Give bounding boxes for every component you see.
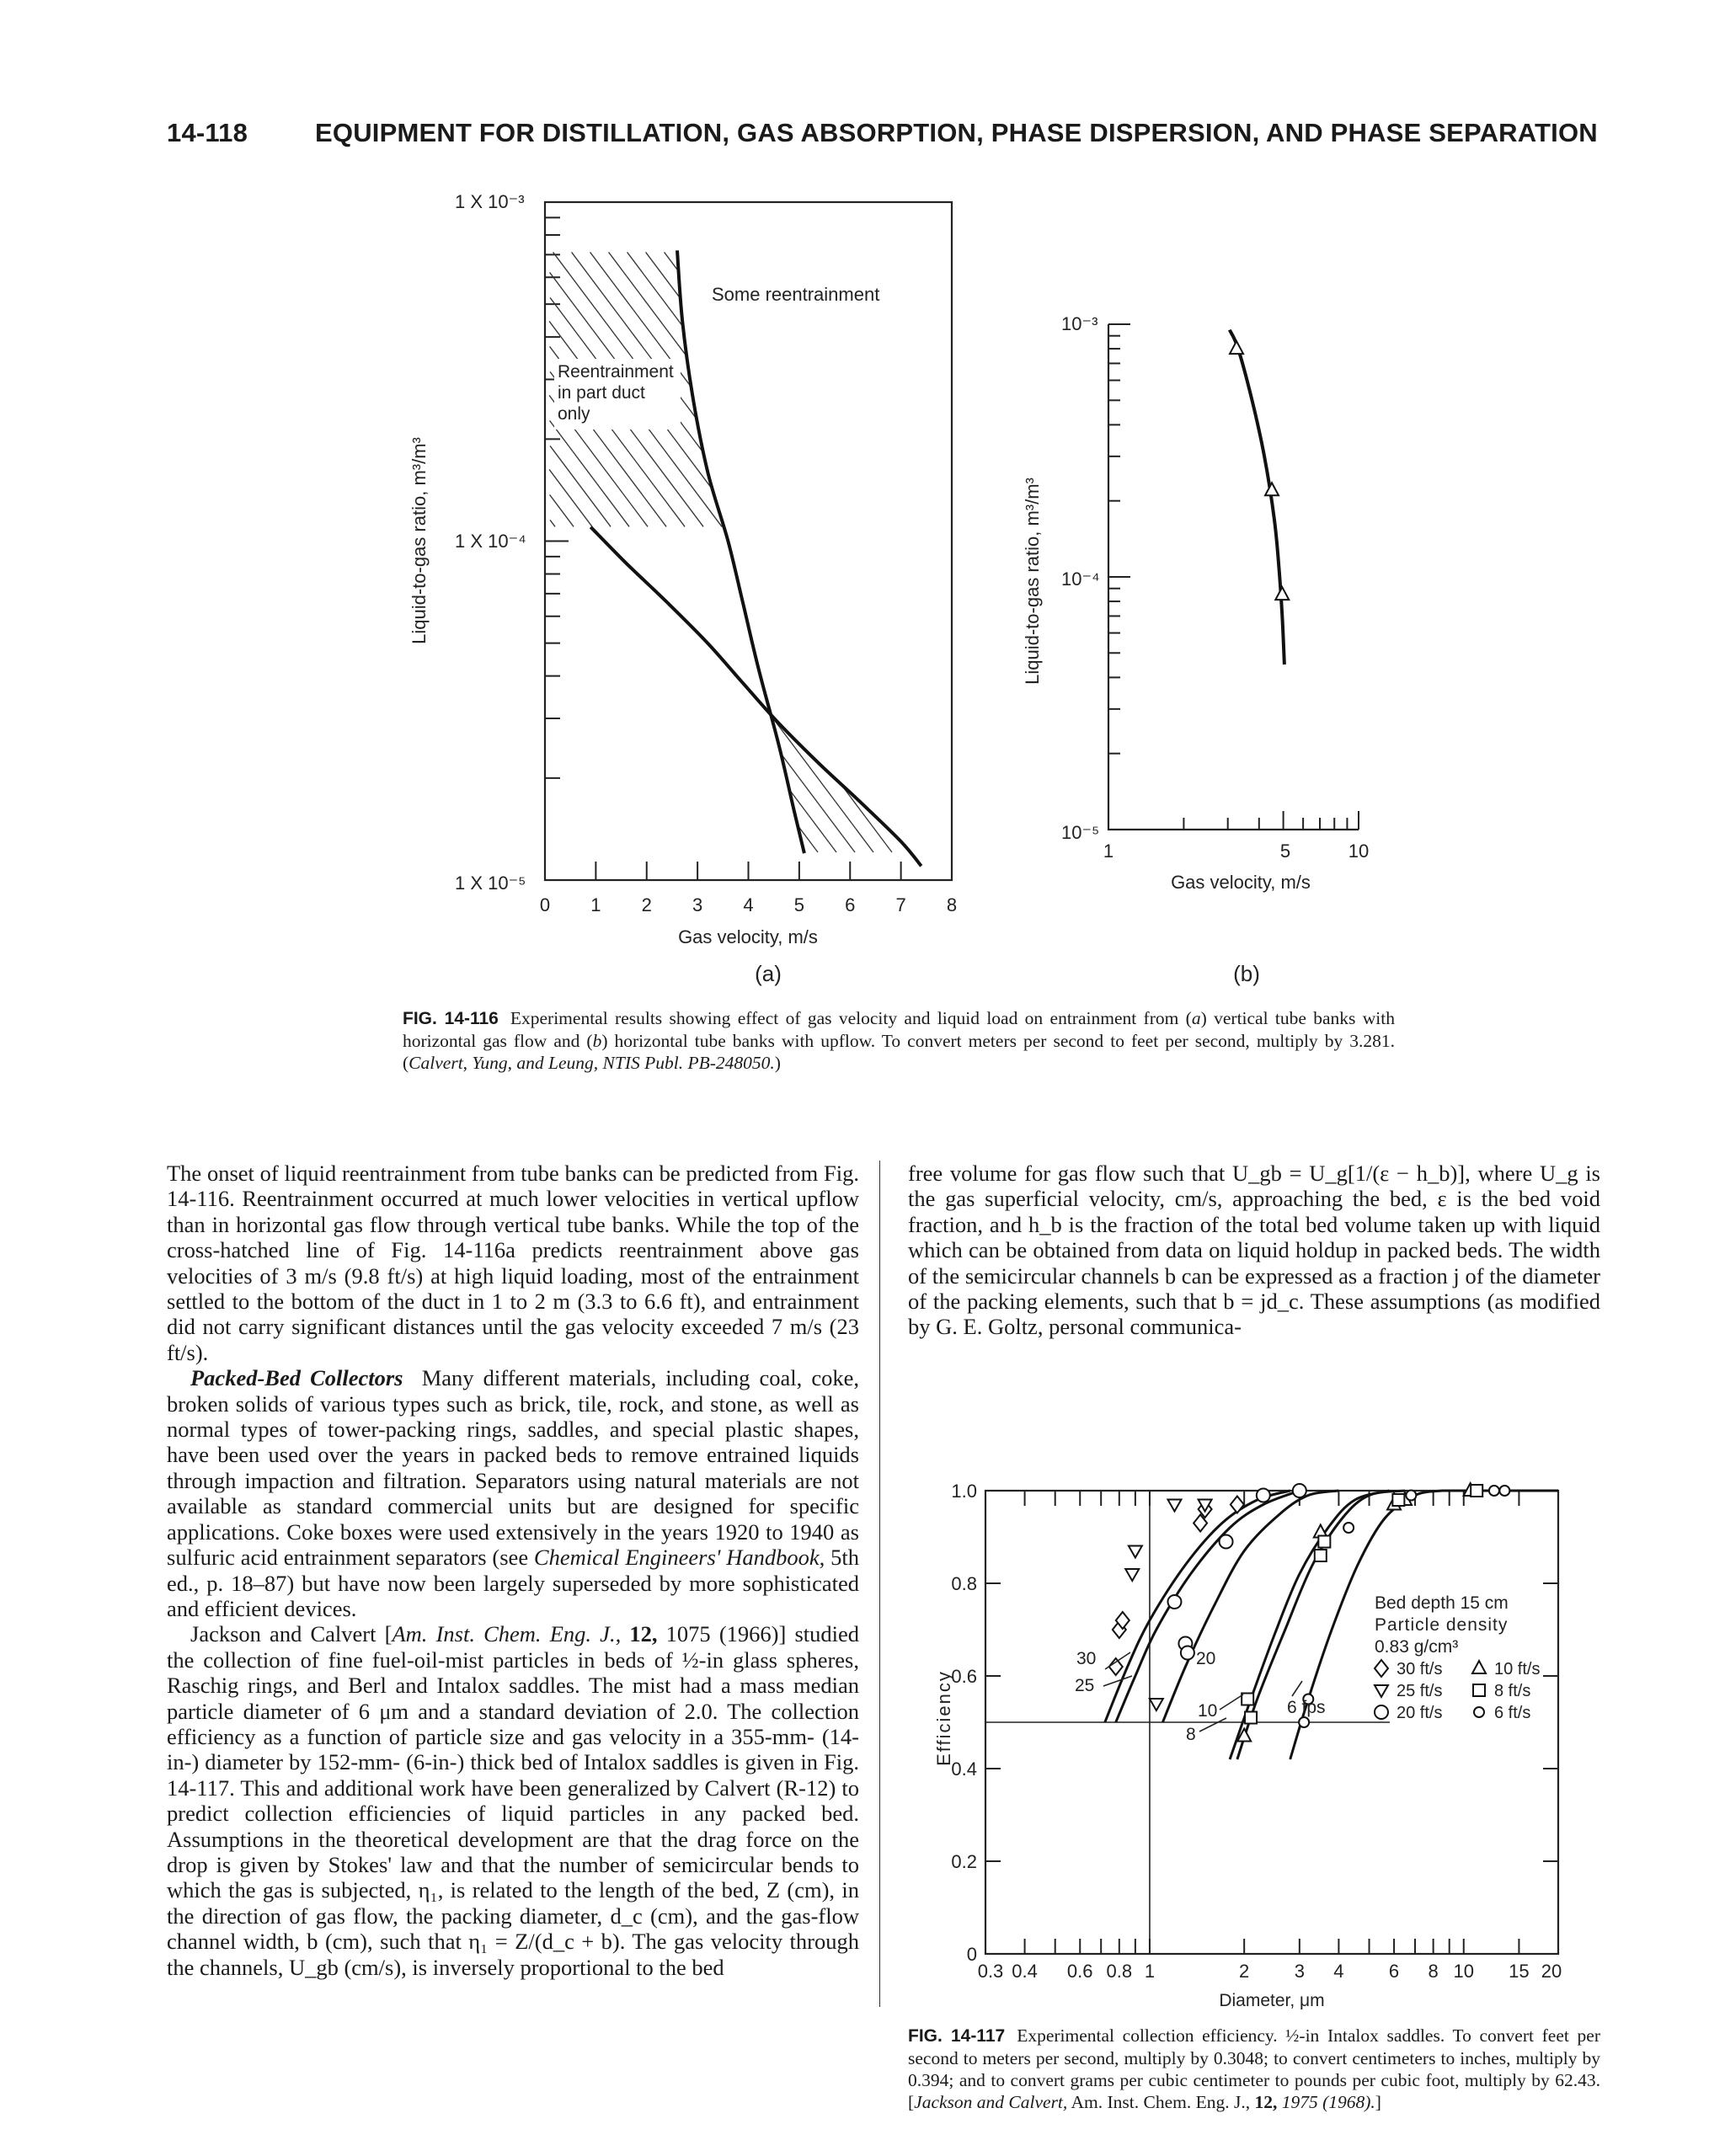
fig-c-point-diamond bbox=[1375, 1660, 1388, 1677]
fig-c-ytick-label: 1.0 bbox=[951, 1481, 977, 1502]
fig-c-xtick-label: 1 bbox=[1144, 1961, 1156, 1982]
fig-a-xtick-labels bbox=[540, 894, 957, 915]
fig-c-xtick-label: 15 bbox=[1509, 1961, 1530, 1982]
caption-bold: 12, bbox=[1254, 2092, 1278, 2112]
fig-14-116-caption bbox=[403, 1007, 1395, 1074]
paragraph-text: 1075 (1966)] studied the collection of fine fuel-oil-mist particles in beds of ½-in glass spheres, Raschig rings, and Berl and Intalox saddles. The mist had a mass median particle diameter of 6 μm and a standard deviation of 2.0. The collection efficiency as a function of particle size and gas velocity in a 355-mm- (14-in-) diameter by 152-mm- (6-in-) thick bed of Intalox saddles is given in Fig. 14-117. This and additional work have been generalized by Calvert (R-12) to predict collection efficiencies of liquid particles in any packed bed. Assumptions in the theoretical development are that the drag force on the drop is given by Stokes' law and that the number of semicircular bends to which the gas is subjected, η₁, is related to the length of the bed, Z (cm), in the direction of gas flow, the packing diameter, d_c (cm), and the gas-flow channel width, b (cm), such that η₁ = Z/(d_c + b). The gas velocity through the channels, U_gb (cm/s), is inversely proportional to the bed bbox=[167, 1621, 859, 1980]
chapter-title: EQUIPMENT FOR DISTILLATION, GAS ABSORPTION, PHASE DISPERSION, AND PHASE SEPARATION bbox=[315, 118, 1598, 147]
fig-c-point-triangle-down bbox=[1129, 1546, 1142, 1558]
fig-c-point-circle bbox=[1181, 1646, 1194, 1660]
fig-c-legend-label: 8 ft/s bbox=[1494, 1682, 1531, 1700]
fig-14-116b bbox=[1022, 313, 1369, 986]
fig-c-ytick-label: 0 bbox=[966, 1944, 977, 1965]
fig-c-point-square bbox=[1315, 1550, 1327, 1561]
fig-c-ytick-label: 0.8 bbox=[951, 1573, 977, 1594]
fig-a-xtick-label: 0 bbox=[539, 894, 551, 915]
column-right bbox=[908, 1161, 1600, 1340]
fig-c-point-square bbox=[1392, 1494, 1404, 1506]
fig-a-hatched-region bbox=[549, 252, 892, 852]
fig-b-marker bbox=[1265, 483, 1279, 495]
fig-c-ytick-labels bbox=[951, 1481, 977, 1965]
caption-italic: b bbox=[592, 1031, 602, 1051]
fig-c-point-triangle-down bbox=[1167, 1500, 1181, 1512]
curve-label-20: 20 bbox=[1196, 1649, 1216, 1668]
fig-b-marker bbox=[1275, 587, 1289, 600]
legend-title-2: Particle density bbox=[1375, 1615, 1509, 1635]
fig-a-ylabel: Liquid-to-gas ratio, m³/m³ bbox=[409, 437, 430, 644]
fig-c-xtick-label: 0.8 bbox=[1106, 1961, 1133, 1982]
fig-a-hatch-line bbox=[549, 469, 592, 526]
paragraph-text: 5th ed., p. 18–87) but have now been largely superseded by more sophisticated and efficient devices. bbox=[167, 1545, 859, 1621]
fig-c-xtick-label: 20 bbox=[1541, 1961, 1562, 1982]
fig-c-point-triangle-down bbox=[1375, 1685, 1388, 1697]
fig-a-upper-boundary bbox=[677, 250, 804, 853]
fig-b-ytick-label: 10⁻⁴ bbox=[1061, 568, 1100, 590]
fig-b-xlabel: Gas velocity, m/s bbox=[1171, 872, 1311, 893]
fig-c-ylabel: Efficiency bbox=[933, 1670, 954, 1766]
fig-c-point-triangle-down bbox=[1125, 1569, 1139, 1581]
fig-c-point-small-circle bbox=[1343, 1523, 1354, 1533]
fig-a-hatch-line bbox=[646, 252, 681, 297]
fig-c-xtick-label: 3 bbox=[1294, 1961, 1305, 1982]
fig-b-xtick-label: 10 bbox=[1348, 841, 1370, 862]
fig-c-point-small-circle bbox=[1499, 1486, 1509, 1496]
fig-c-point-square bbox=[1473, 1684, 1485, 1696]
fig-c-point-circle bbox=[1257, 1489, 1270, 1502]
fig-a-xtick-label: 2 bbox=[641, 894, 652, 915]
fig-a-ytick-label: 1 X 10⁻³ bbox=[455, 191, 525, 212]
caption-text: Am. Inst. Chem. Eng. J., bbox=[1067, 2092, 1255, 2112]
curve-label-30: 30 bbox=[1076, 1649, 1097, 1668]
fig-a-xtick-label: 5 bbox=[793, 894, 804, 915]
fig-b-ytick-label: 10⁻⁵ bbox=[1061, 822, 1100, 843]
fig-a-hatch-line bbox=[550, 520, 555, 526]
legend-title-1: Bed depth 15 cm bbox=[1375, 1593, 1509, 1613]
fig-c-point-small-circle bbox=[1474, 1707, 1484, 1717]
fig-label: FIG. 14-116 bbox=[403, 1009, 499, 1028]
caption-source: Jackson and Calvert, bbox=[914, 2092, 1068, 2112]
fig-c-point-circle bbox=[1167, 1595, 1181, 1609]
curve-label-8: 8 bbox=[1186, 1725, 1196, 1744]
fig-a-annotation-duct-1: Reentrainment bbox=[558, 362, 674, 382]
paragraph-bold: 12, bbox=[621, 1621, 658, 1647]
caption-text: ] bbox=[1375, 2092, 1381, 2112]
fig-c-point-diamond bbox=[1231, 1497, 1244, 1513]
curve-label-10: 10 bbox=[1198, 1701, 1218, 1721]
fig-b-panel-label: (b) bbox=[1233, 961, 1260, 986]
fig-c-xtick-label: 0.6 bbox=[1066, 1961, 1093, 1982]
fig-c-xtick-label: 8 bbox=[1428, 1961, 1439, 1982]
fig-c-xtick-labels bbox=[978, 1961, 1562, 1982]
curve-label-25: 25 bbox=[1075, 1676, 1095, 1695]
fig-c-point-small-circle bbox=[1406, 1491, 1416, 1501]
legend-title-3: 0.83 g/cm³ bbox=[1375, 1637, 1459, 1657]
fig-a-panel-label: (a) bbox=[755, 961, 782, 986]
paragraph-text: Jackson and Calvert [ bbox=[190, 1621, 393, 1647]
fig-b-ylabel: Liquid-to-gas ratio, m³/m³ bbox=[1022, 478, 1043, 685]
fig-a-hatch-line bbox=[550, 494, 574, 526]
paragraph: The onset of liquid reentrainment from tube banks can be predicted from Fig. 14-116. Reentrainment occurred at much lower velocities in vertical upflow than in horizontal gas flow through vertical tube banks. While the top of the cross-hatched line of Fig. 14-116a predicts reentrainment above gas velocities of 3 m/s (9.8 ft/s) at high liquid loading, most of the entrainment settled to the bottom of the duct in 1 to 2 m (3.3 to 6.6 ft), and entrainment did not carry significant distances until the gas velocity exceeded 7 m/s (23 ft/s). bbox=[167, 1161, 859, 1365]
fig-b-xtick-label: 5 bbox=[1279, 841, 1291, 862]
fig-c-legend-label: 6 ft/s bbox=[1494, 1704, 1531, 1722]
fig-a-annotation-duct-2: in part duct bbox=[558, 383, 645, 403]
fig-c-legend-label: 30 ft/s bbox=[1397, 1660, 1443, 1678]
fig-14-116a bbox=[409, 191, 957, 986]
fig-b-xtick-label: 1 bbox=[1103, 841, 1114, 862]
fig-b-ytick-label: 10⁻³ bbox=[1061, 313, 1098, 334]
fig-c-legend-label: 25 ft/s bbox=[1397, 1682, 1443, 1700]
fig-a-xtick-label: 7 bbox=[895, 894, 906, 915]
fig-c-ytick-label: 0.6 bbox=[951, 1666, 977, 1687]
paragraph-italic: Am. Inst. Chem. Eng. J., bbox=[392, 1621, 622, 1647]
column-left bbox=[167, 1161, 859, 1980]
fig-a-hatch-line bbox=[609, 252, 687, 356]
caption-source: Calvert, Yung, and Leung, NTIS Publ. PB-248050. bbox=[409, 1053, 775, 1073]
fig-label: FIG. 14-117 bbox=[908, 2026, 1006, 2046]
paragraph bbox=[167, 1365, 859, 1621]
fig-c-point-circle bbox=[1375, 1705, 1388, 1719]
paragraph bbox=[167, 1621, 859, 1980]
fig-c-xtick-label: 0.4 bbox=[1012, 1961, 1038, 1982]
fig-c-point-triangle-down bbox=[1150, 1699, 1163, 1710]
fig-c-point-square bbox=[1471, 1485, 1482, 1497]
fig-c-point-circle bbox=[1220, 1535, 1233, 1549]
fig-c-point-square bbox=[1245, 1712, 1257, 1724]
fig-a-xtick-label: 8 bbox=[946, 894, 958, 915]
caption-text: ) vertical tube banks with horizontal gas flow and ( bbox=[403, 1008, 1395, 1051]
paragraph-text: Many different materials, including coal, coke, broken solids of various types such as brick, tile, rock, and stone, as well as normal types of tower-packing rings, saddles, and special plastic shapes, have been used over the years in packed beds to remove entrained liquids through impaction and filtration. Separators using natural materials are not available as standard commercial units but are designed for specific applications. Coke boxes were used extensively in the years 1920 to 1940 as sulfuric acid entrainment separators (see bbox=[167, 1365, 860, 1571]
column-divider bbox=[879, 1161, 880, 2007]
fig-a-xlabel: Gas velocity, m/s bbox=[678, 926, 818, 947]
caption-text: Experimental collection efficiency. ½-in Intalox saddles. To convert feet per second to meters per second, multiply by 0.3048; to convert centimeters to inches, multiply by 0.394; and to convert grams per cubic centimeter to pounds per cubic foot, multiply by 62.43. [ bbox=[908, 2025, 1600, 2112]
fig-a-hatch-line bbox=[550, 446, 611, 526]
fig-c-point-square bbox=[1318, 1536, 1330, 1548]
caption-italic: a bbox=[1191, 1008, 1201, 1028]
fig-c-ytick-label: 0.2 bbox=[951, 1851, 977, 1872]
fig-a-ytick-label: 1 X 10⁻⁴ bbox=[455, 531, 526, 552]
paragraph: free volume for gas flow such that U_gb = U_g[1/(ε − h_b)], where U_g is the gas superficial velocity, cm/s, approaching the bed, ε is the bed void fraction, and h_b is the fraction of the total bed volume taken up with liquid which can be obtained from data on liquid holdup in packed beds. The width of the semicircular channels b can be expressed as a fraction j of the diameter of the packing elements, such that b = jd_c. These assumptions (as modified by G. E. Goltz, personal communica- bbox=[908, 1161, 1600, 1340]
fig-a-xtick-label: 6 bbox=[845, 894, 856, 915]
fig-c-xtick-label: 0.3 bbox=[977, 1961, 1004, 1982]
caption-text: Experimental results showing effect of gas velocity and liquid load on entrainment from ( bbox=[510, 1008, 1192, 1028]
fig-c-curve-25 bbox=[1116, 1491, 1300, 1722]
fig-a-xtick-label: 4 bbox=[743, 894, 754, 915]
caption-text: ) bbox=[774, 1053, 781, 1073]
fig-a-lower-boundary bbox=[590, 527, 921, 867]
fig-c-xtick-label: 4 bbox=[1333, 1961, 1344, 1982]
fig-14-117-caption bbox=[908, 2025, 1600, 2113]
fig-a-ytick-label: 1 X 10⁻⁵ bbox=[455, 873, 526, 894]
fig-c-xtick-label: 2 bbox=[1239, 1961, 1250, 1982]
fig-a-hatch-line bbox=[628, 252, 683, 326]
fig-c-legend-label: 20 ft/s bbox=[1397, 1704, 1443, 1722]
page-number: 14-118 bbox=[167, 118, 248, 147]
fig-c-point-triangle bbox=[1472, 1661, 1486, 1673]
fig-c-ytick-label: 0.4 bbox=[951, 1758, 977, 1780]
fig-c-legend-label: 10 ft/s bbox=[1494, 1660, 1541, 1678]
fig-a-xtick-label: 1 bbox=[590, 894, 601, 915]
fig-a-xtick-label: 3 bbox=[692, 894, 703, 915]
fig-14-117 bbox=[933, 1481, 1562, 2010]
fig-a-hatch-line bbox=[841, 785, 892, 852]
fig-c-xtick-label: 6 bbox=[1388, 1961, 1400, 1982]
fig-c-point-circle bbox=[1293, 1484, 1306, 1497]
fig-b-marker bbox=[1230, 341, 1243, 354]
fig-c-point-small-circle bbox=[1489, 1486, 1499, 1496]
fig-b-curve bbox=[1230, 330, 1284, 664]
fig-c-xlabel: Diameter, μm bbox=[1219, 1991, 1325, 2010]
fig-b-axes bbox=[1108, 324, 1359, 830]
caption-text: ) horizontal tube banks with upflow. To convert meters per second to feet per second, multiply by 3.281. ( bbox=[403, 1031, 1395, 1073]
fig-c-legend bbox=[1375, 1660, 1540, 1722]
curve-label-6fps: 6 fps bbox=[1287, 1698, 1326, 1717]
fig-a-annotation-some: Some reentrainment bbox=[712, 284, 880, 305]
fig-c-point-small-circle bbox=[1299, 1717, 1309, 1727]
paragraph-italic: Chemical Engineers' Handbook, bbox=[533, 1545, 825, 1571]
caption-italic: 1975 (1968). bbox=[1277, 2092, 1375, 2112]
section-heading: Packed-Bed Collectors bbox=[190, 1365, 403, 1391]
fig-b-ticks bbox=[1108, 324, 1359, 830]
fig-c-xtick-label: 10 bbox=[1453, 1961, 1475, 1982]
fig-a-annotation-duct-3: only bbox=[558, 404, 590, 424]
fig-c-point-diamond bbox=[1109, 1658, 1123, 1675]
